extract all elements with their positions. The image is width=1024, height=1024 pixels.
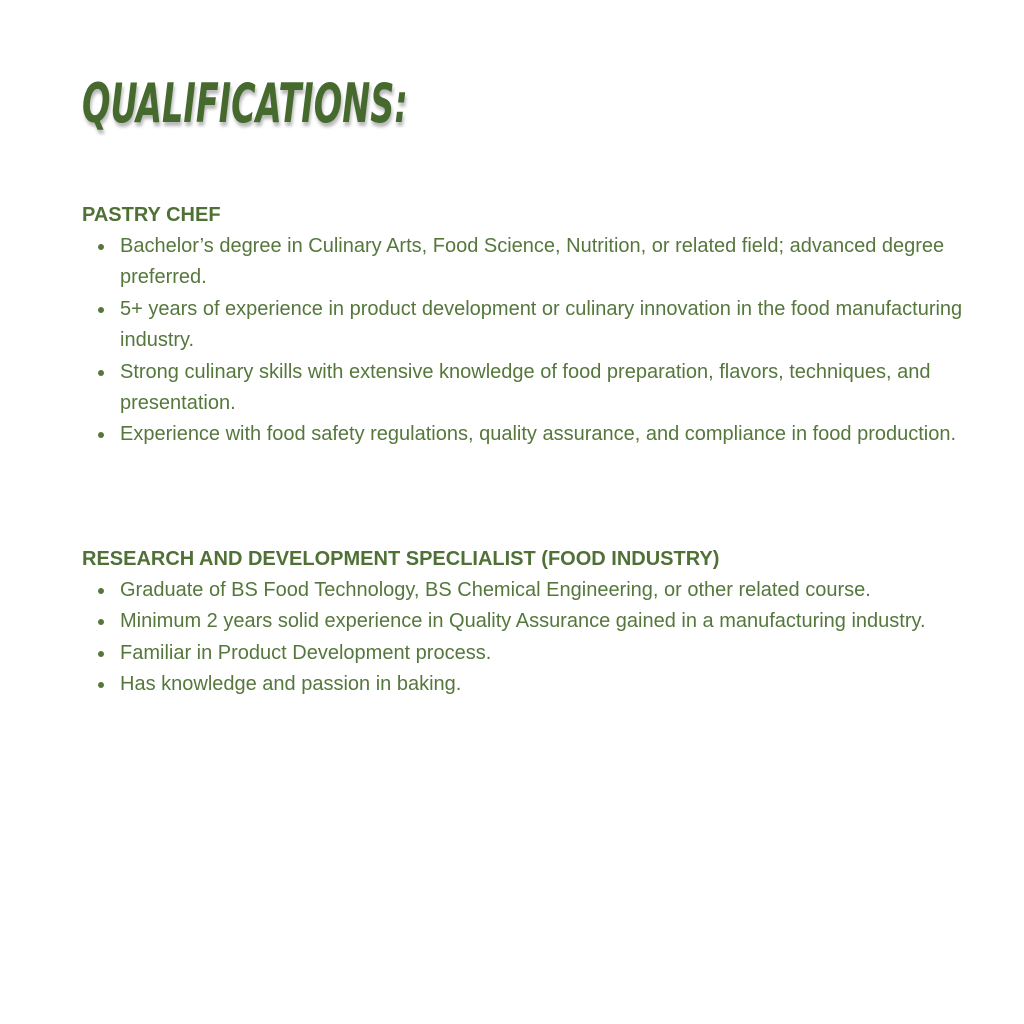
list-item (82, 357, 982, 420)
list-item-text: Strong culinary skills with extensive knowledge of food preparation, flavors, techniques, and presentation. (120, 360, 931, 415)
list-item (82, 669, 982, 700)
section-rnd-specialist (82, 544, 982, 701)
qualification-list (82, 231, 982, 451)
page-title: QUALIFICATIONS: (82, 72, 408, 135)
list-item-text: Minimum 2 years solid experience in Quality Assurance gained in a manufacturing industry. (120, 610, 926, 633)
list-item (82, 294, 982, 357)
list-item-text: Has knowledge and passion in baking. (120, 673, 462, 696)
bullet-dot-icon (98, 588, 104, 594)
list-item (82, 575, 982, 606)
bullet-dot-icon (98, 244, 104, 250)
list-item (82, 231, 982, 294)
list-item-text: 5+ years of experience in product development or culinary innovation in the food manufacturing industry. (120, 297, 963, 352)
list-item-text: Graduate of BS Food Technology, BS Chemical Engineering, or other related course. (120, 579, 871, 601)
list-item (82, 419, 982, 450)
list-item-text: Familiar in Product Development process. (120, 641, 492, 664)
bullet-dot-icon (98, 682, 104, 688)
list-item-text: Experience with food safety regulations, quality assurance, and compliance in food production. (120, 423, 957, 446)
bullet-dot-icon (98, 619, 104, 625)
qualification-list (82, 575, 982, 701)
section-pastry-chef (82, 200, 982, 451)
section-heading: PASTRY CHEF (82, 204, 221, 226)
bullet-dot-icon (98, 370, 104, 376)
list-item (82, 638, 982, 669)
bullet-dot-icon (98, 651, 104, 657)
list-item (82, 606, 982, 637)
list-item-text: Bachelor’s degree in Culinary Arts, Food Science, Nutrition, or related field; advanced degree preferred. (120, 235, 945, 289)
bullet-dot-icon (98, 307, 104, 313)
bullet-dot-icon (98, 432, 104, 438)
section-heading: RESEARCH AND DEVELOPMENT SPECLIALIST (FOOD INDUSTRY) (82, 548, 720, 570)
